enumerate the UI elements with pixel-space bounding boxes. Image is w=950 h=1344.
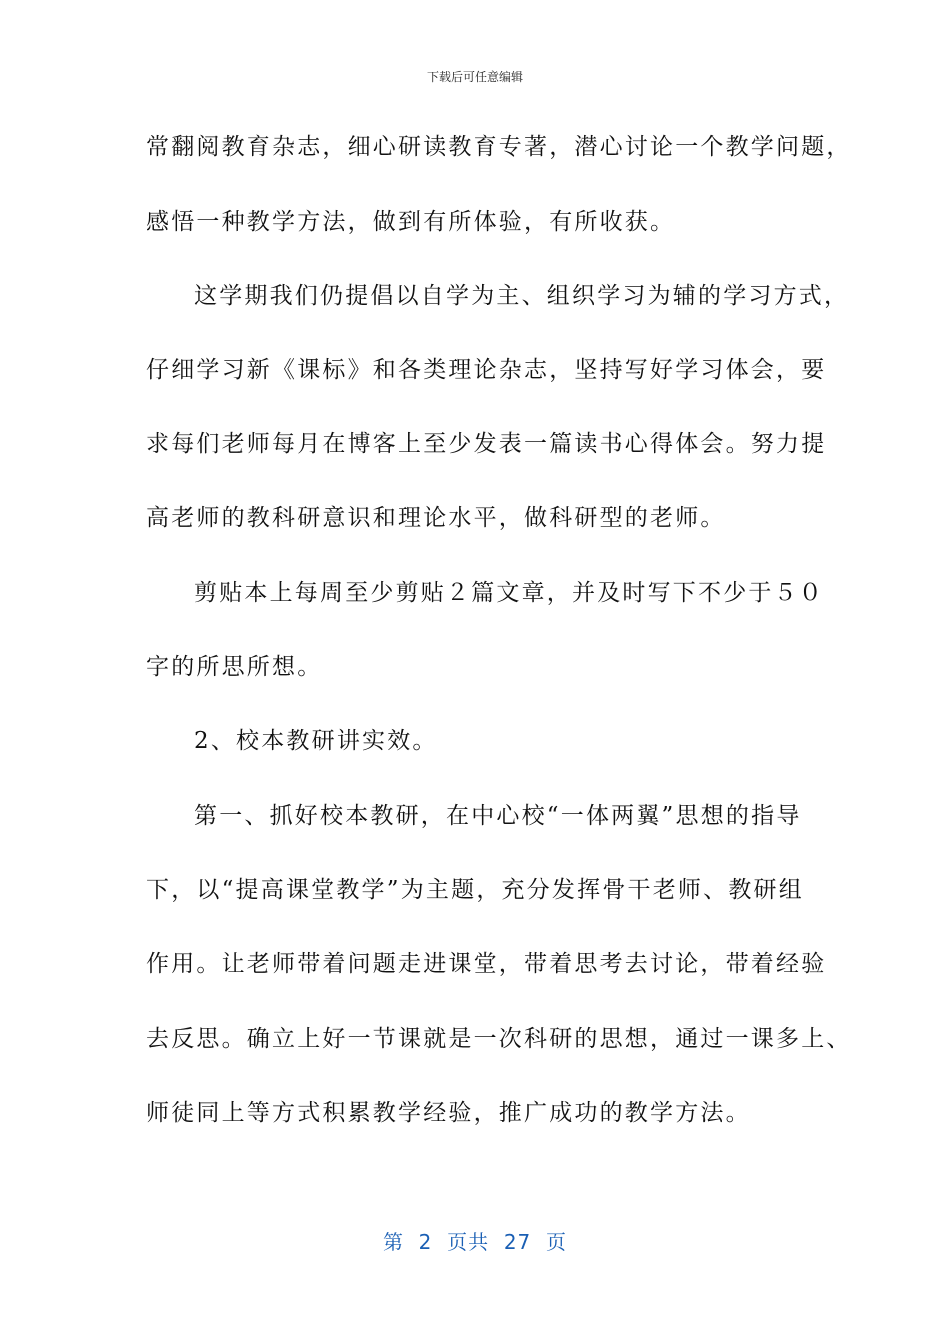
body-line-3: 这学期我们仍提倡以自学为主、组织学习为辅的学习方式，: [194, 283, 850, 309]
page-number-text: 第 2 页共 27 页: [382, 1230, 568, 1254]
body-line-8: 字的所思所想。: [146, 654, 323, 680]
body-line-1: 常翻阅教育杂志，细心研读教育专著，潜心讨论一个教学问题，: [146, 134, 852, 160]
body-line-12: 作用。让老师带着问题走进课堂，带着思考去讨论，带着经验: [146, 951, 827, 977]
body-line-9: 2、校本教研讲实效。: [194, 728, 438, 754]
body-line-13: 去反思。确立上好一节课就是一次科研的思想，通过一课多上、: [146, 1026, 852, 1052]
body-line-5: 求每们老师每月在博客上至少发表一篇读书心得体会。努力提: [146, 431, 827, 457]
header-note: 下载后可任意编辑: [426, 70, 523, 84]
page-footer: [0, 1226, 950, 1255]
body-line-10: 第一、抓好校本教研，在中心校“一体两翼”思想的指导: [194, 803, 802, 829]
body-line-7: 剪贴本上每周至少剪贴２篇文章，并及时写下不少于５０: [194, 580, 824, 606]
body-line-4: 仔细学习新《课标》和各类理论杂志，坚持写好学习体会，要: [146, 357, 827, 383]
body-line-11: 下，以“提高课堂教学”为主题，充分发挥骨干老师、教研组: [146, 877, 804, 903]
body-line-2: 感悟一种教学方法，做到有所体验，有所收获。: [146, 209, 676, 235]
body-line-6: 高老师的教科研意识和理论水平，做科研型的老师。: [146, 505, 726, 531]
body-line-14: 师徒同上等方式积累教学经验，推广成功的教学方法。: [146, 1100, 751, 1126]
